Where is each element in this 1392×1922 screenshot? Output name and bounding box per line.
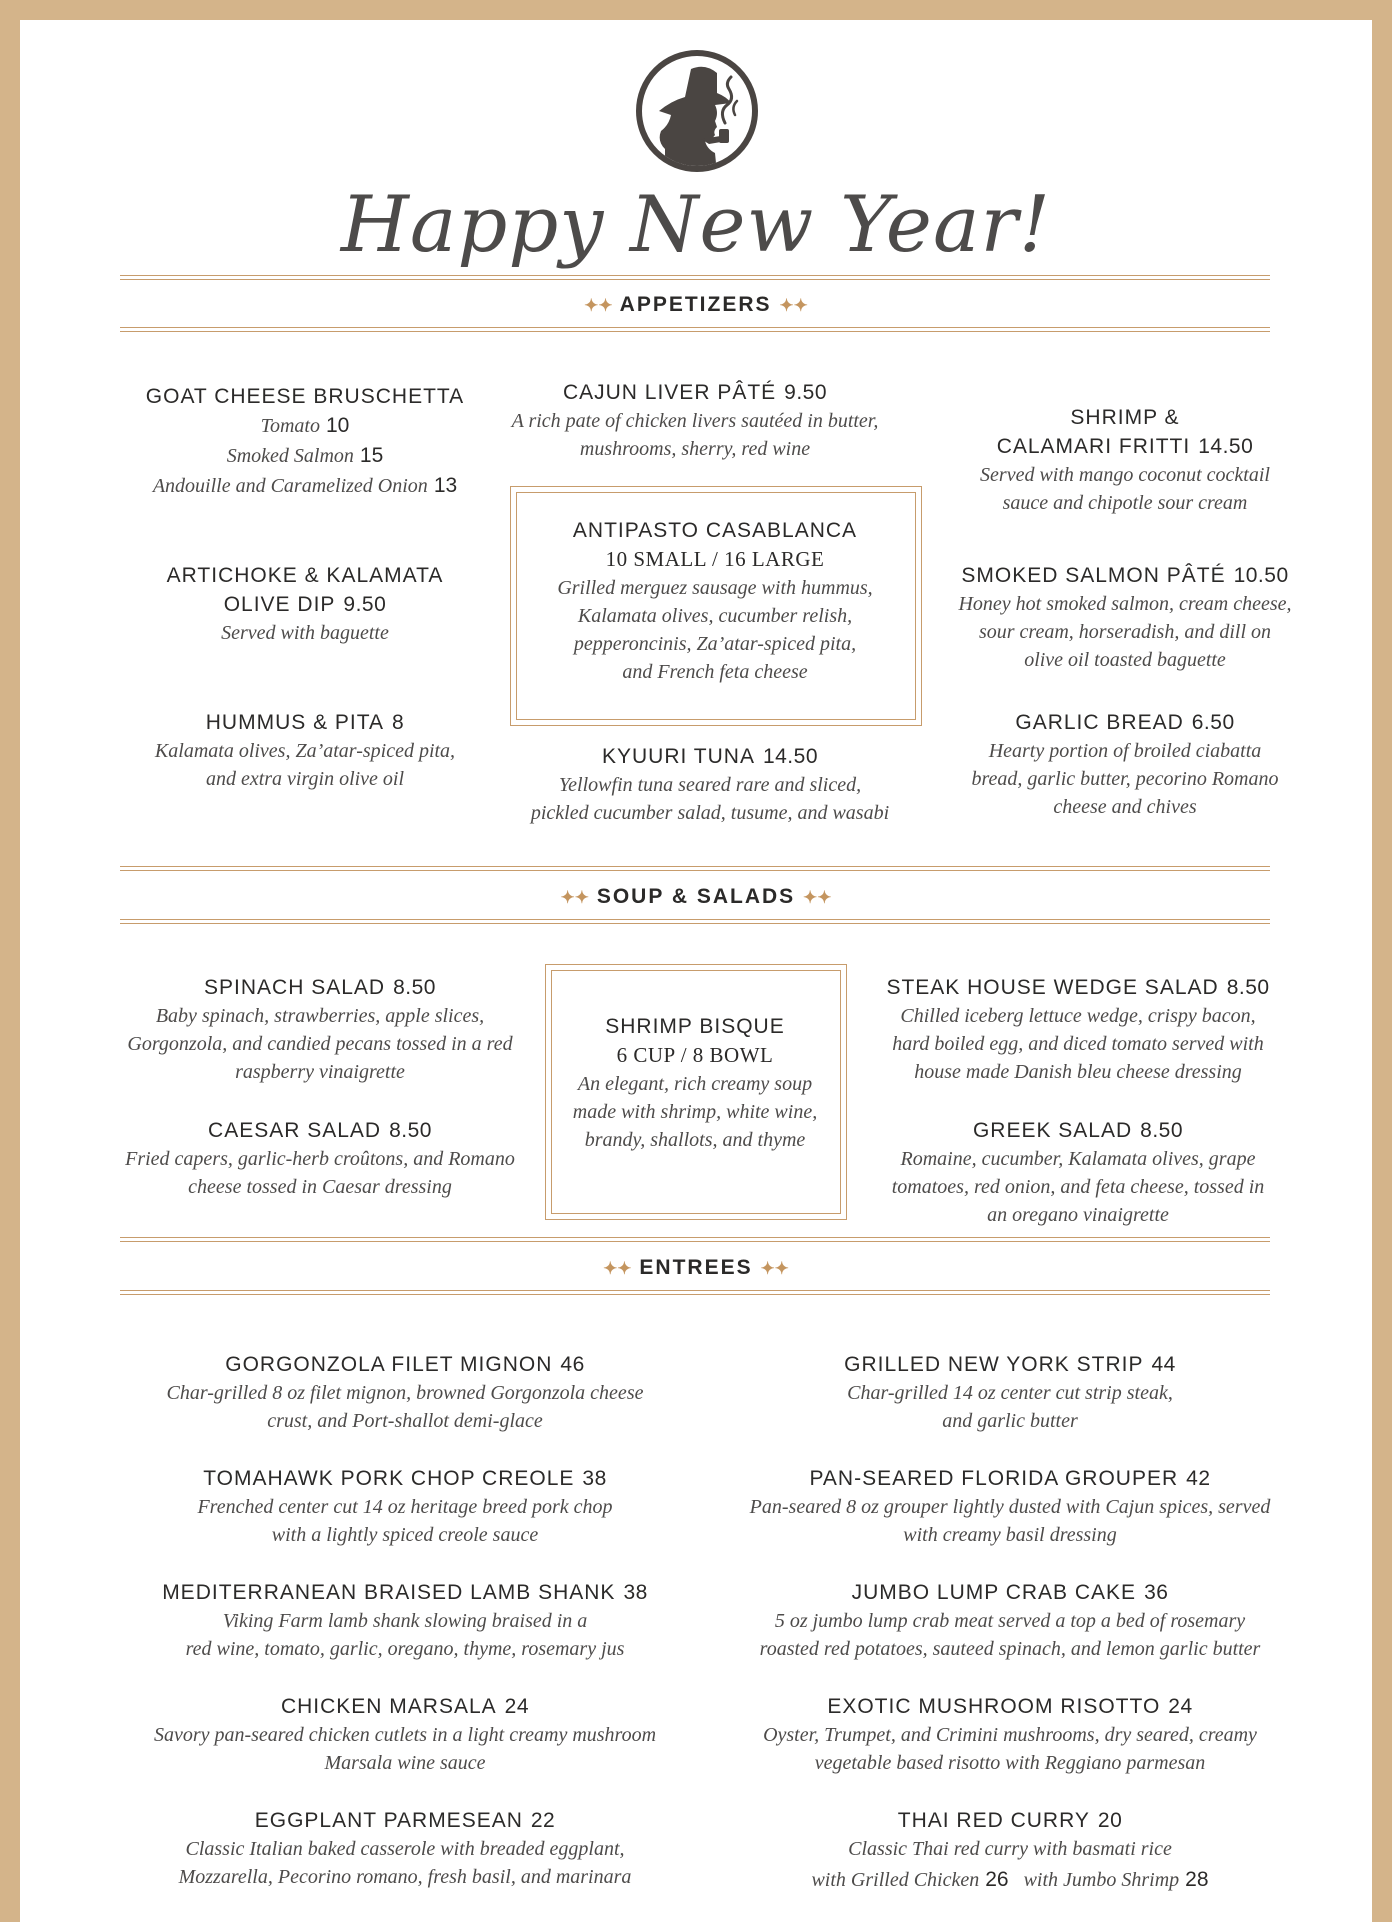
divider [120,1290,1270,1291]
item-name: GARLIC BREAD 6.50 [1015,711,1235,734]
menu-item-greek-salad [868,1116,1288,1229]
item-name: SHRIMP BISQUE [605,1015,785,1038]
item-description: Romaine, cucumber, Kalamata olives, grape tomatoes, red onion, and feta cheese, tossed in an oregano vinaigrette [891,1148,1265,1226]
item-name: STEAK HOUSE WEDGE SALAD 8.50 [886,976,1270,999]
item-description: Savory pan-seared chicken cutlets in a light creamy mushroom Marsala wine sauce [153,1724,657,1774]
divider [120,279,1270,280]
smoking-man-silhouette-icon [635,49,759,173]
divider [120,1294,1270,1295]
menu-item-kyuuri-tuna [500,742,920,827]
menu-item-hummus-pita [120,708,490,793]
item-description: Yellowfin tuna seared rare and sliced, pickled cucumber salad, tusume, and wasabi [530,774,890,824]
item-name: HUMMUS & PITA 8 [205,711,405,734]
item-option: Smoked Salmon 15 [226,444,384,467]
menu-item-gorgonzola-filet-mignon [120,1350,690,1435]
item-name: TOMAHAWK PORK CHOP CREOLE 38 [203,1467,607,1490]
item-description: Char-grilled 8 oz filet mignon, browned Gorgonzola cheese crust, and Port-shallot demi-glace [166,1382,644,1432]
item-description: Chilled iceberg lettuce wedge, crispy bacon, hard boiled egg, and diced tomato served with house made Danish bleu cheese dressing [892,1005,1264,1083]
item-name: CAESAR SALAD 8.50 [208,1119,432,1142]
item-description: Classic Italian baked casserole with breaded eggplant, Mozzarella, Pecorino romano, fresh basil, and marinara [178,1838,632,1888]
item-name: ANTIPASTO CASABLANCA [572,519,858,542]
section-heading-entrees: ✦✦ ENTREES ✦✦ [603,1256,789,1279]
item-sizes: 6 CUP / 8 BOWL [616,1043,774,1067]
item-name: SMOKED SALMON PÂTÉ 10.50 [961,564,1289,587]
menu-item-shrimp-bisque [550,1012,840,1154]
menu-item-cajun-liver-pate [500,378,890,463]
item-description: Pan-seared 8 oz grouper lightly dusted with Cajun spices, served with creamy basil dressing [749,1496,1271,1546]
menu-item-antipasto-casablanca [515,516,915,686]
item-name: GORGONZOLA FILET MIGNON 46 [225,1353,585,1376]
divider [120,1241,1270,1242]
divider [120,923,1270,924]
menu-item-garlic-bread [935,708,1315,821]
item-option: Andouille and Caramelized Onion 13 [152,474,458,497]
item-option: Tomato 10 [260,414,350,437]
menu-item-braised-lamb-shank [120,1578,690,1663]
item-name: CALAMARI FRITTI 14.50 [996,435,1254,458]
item-description: Served with mango coconut cocktail sauce and chipotle sour cream [980,464,1270,514]
menu-item-steak-house-wedge-salad [868,973,1288,1086]
divider [120,919,1270,920]
item-description: Served with baguette [221,622,389,644]
item-name: SHRIMP & [1070,406,1180,429]
item-name: SPINACH SALAD 8.50 [204,976,436,999]
item-name: CAJUN LIVER PÂTÉ 9.50 [562,381,828,404]
item-description: An elegant, rich creamy soup made with shrimp, white wine, brandy, shallots, and thyme [572,1073,818,1151]
item-name: THAI RED CURRY 20 [897,1809,1123,1832]
item-description: A rich pate of chicken livers sautéed in butter, mushrooms, sherry, red wine [511,410,879,460]
item-name: JUMBO LUMP CRAB CAKE 36 [851,1581,1169,1604]
item-description: Oyster, Trumpet, and Crimini mushrooms, dry seared, creamy vegetable based risotto with Reggiano parmesan [763,1724,1257,1774]
menu-item-goat-cheese-bruschetta [120,382,490,501]
menu-item-tomahawk-pork-chop [120,1464,690,1549]
item-description: Fried capers, garlic-herb croûtons, and Romano cheese tossed in Caesar dressing [125,1148,515,1198]
item-description: Grilled merguez sausage with hummus, Kalamata olives, cucumber relish, pepperoncinis, Za’atar-spiced pita, and French feta cheese [557,577,873,683]
section-heading-soup-salads: ✦✦ SOUP & SALADS ✦✦ [560,885,832,908]
divider [120,275,1270,276]
item-name: ARTICHOKE & KALAMATA [166,564,444,587]
divider [120,327,1270,328]
item-name: PAN-SEARED FLORIDA GROUPER 42 [809,1467,1211,1490]
item-name: KYUURI TUNA 14.50 [601,745,819,768]
item-name: GRILLED NEW YORK STRIP 44 [844,1353,1176,1376]
item-name: EXOTIC MUSHROOM RISOTTO 24 [827,1695,1193,1718]
menu-item-artichoke-olive-dip [120,561,490,647]
menu-item-exotic-mushroom-risotto [720,1692,1300,1777]
menu-item-eggplant-parmesean [120,1806,690,1891]
item-description: Char-grilled 14 oz center cut strip steak, and garlic butter [847,1382,1173,1432]
item-description: Baby spinach, strawberries, apple slices, Gorgonzola, and candied pecans tossed in a red raspberry vinaigrette [127,1005,513,1083]
section-heading-appetizers: ✦✦ APPETIZERS ✦✦ [584,293,808,316]
menu-page [20,20,1372,1922]
item-description: Honey hot smoked salmon, cream cheese, sour cream, horseradish, and dill on olive oil toasted baguette [958,593,1292,671]
item-description: Classic Thai red curry with basmati rice [848,1838,1172,1860]
menu-item-spinach-salad [120,973,520,1086]
menu-item-florida-grouper [720,1464,1300,1549]
menu-item-shrimp-calamari-fritti [935,403,1315,517]
menu-item-jumbo-lump-crab-cake [720,1578,1300,1663]
item-option: with Grilled Chicken 26 with Jumbo Shrimp 28 [811,1868,1209,1891]
menu-item-caesar-salad [120,1116,520,1201]
item-name: OLIVE DIP 9.50 [223,593,387,616]
item-description: Kalamata olives, Za’atar-spiced pita, and extra virgin olive oil [154,740,456,790]
item-description: Frenched center cut 14 oz heritage breed pork chop with a lightly spiced creole sauce [197,1496,613,1546]
divider [120,870,1270,871]
page-title: Happy New Year! [340,180,1052,270]
item-sizes: 10 SMALL / 16 LARGE [605,547,825,571]
item-description: Viking Farm lamb shank slowing braised in a red wine, tomato, garlic, oregano, thyme, rosemary jus [185,1610,625,1660]
divider [120,1237,1270,1238]
divider [120,866,1270,867]
item-name: MEDITERRANEAN BRAISED LAMB SHANK 38 [162,1581,648,1604]
menu-item-chicken-marsala [120,1692,690,1777]
divider [120,331,1270,332]
item-description: Hearty portion of broiled ciabatta bread, garlic butter, pecorino Romano cheese and chives [971,740,1279,818]
menu-item-grilled-new-york-strip [720,1350,1300,1435]
item-name: GREEK SALAD 8.50 [972,1119,1184,1142]
item-name: EGGPLANT PARMESEAN 22 [254,1809,556,1832]
item-name: GOAT CHEESE BRUSCHETTA [145,385,465,408]
menu-item-smoked-salmon-pate [935,561,1315,674]
menu-item-thai-red-curry [720,1806,1300,1895]
item-name: CHICKEN MARSALA 24 [280,1695,530,1718]
item-description: 5 oz jumbo lump crab meat served a top a bed of rosemary roasted red potatoes, sauteed spinach, and lemon garlic butter [759,1610,1261,1660]
